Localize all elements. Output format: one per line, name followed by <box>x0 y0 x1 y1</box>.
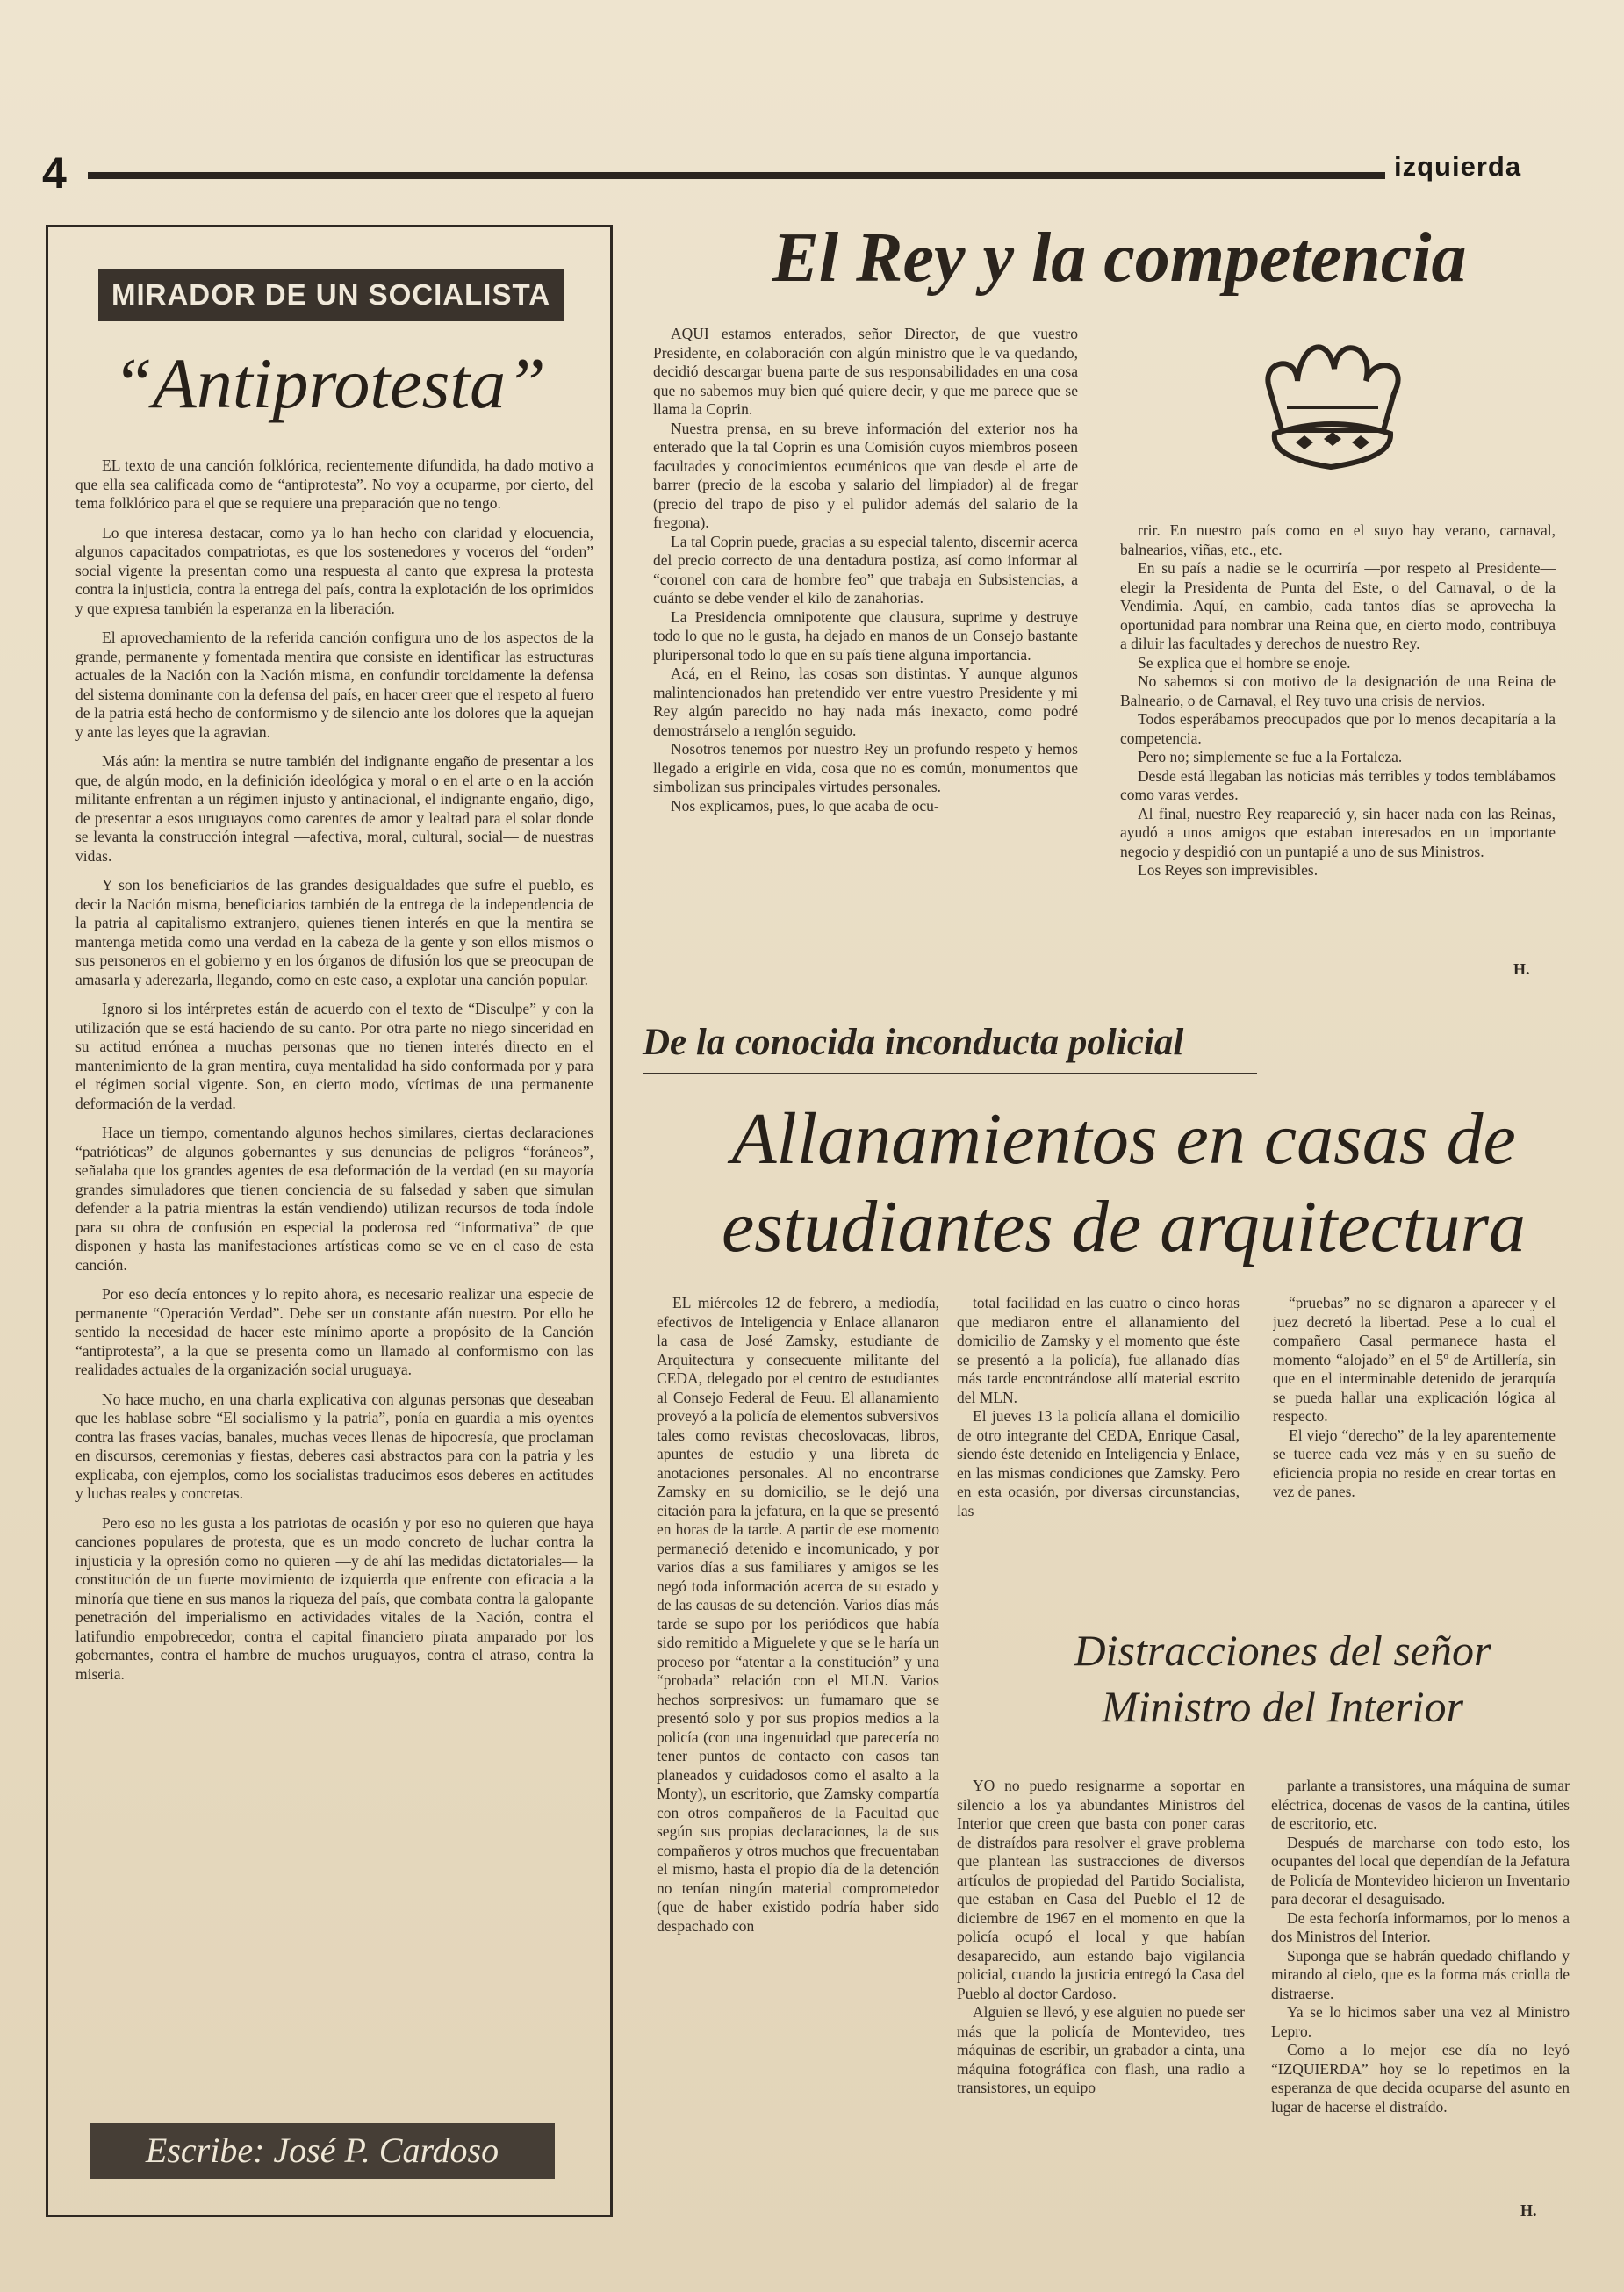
mirador-kicker: MIRADOR DE UN SOCIALISTA <box>98 269 564 321</box>
rey-paragraph: Acá, en el Reino, las cosas son distintas. Y aunque algunos malintencionados han pretendido ver entre vuestro Presidente y mi Rey algún parecido no hay nada más inexacto, como podré demostrárselo a renglón seguido. <box>653 665 1078 739</box>
kicker-underline <box>643 1073 1257 1074</box>
page-number: 4 <box>42 148 67 198</box>
distracciones-column-2 <box>1271 1777 1570 2224</box>
distracciones-paragraph: Suponga que se habrán quedado chiflando y mirando al cielo, que es la forma más criolla de distraerse. <box>1271 1946 1570 2002</box>
mirador-signature: Escribe: José P. Cardoso <box>90 2123 555 2179</box>
rey-author: H. <box>1513 960 1530 978</box>
distracciones-paragraph: Ya se lo hicimos saber una vez al Ministro Lepro. <box>1271 2003 1570 2040</box>
allanamientos-title <box>650 1096 1598 1271</box>
rey-paragraph: La Presidencia omnipotente que clausura, suprime y destruye todo lo que no le gusta, ha dejado en manos de un Consejo bastante pluripersonal todo lo que en su país tiene alguna importancia. <box>653 607 1078 664</box>
mirador-paragraph: No hace mucho, en una charla explicativa con algunas personas que deseaban que les hablase sobre “El socialismo y la patria”, ponía en guardia a mis oyentes contra las frases vacías, banales, muchas veces llenas de hipocresía, que proclaman en discursos, ceremonias y fiestas, deberes casi abstractos para con la patria y les explicaba, con ejemplos, como los socialistas traducimos esos deberes en actitudes y luchas reales y concretas. <box>75 1390 593 1502</box>
distracciones-paragraph: Después de marcharse con todo esto, los ocupantes del local que dependían de la Jefatura de Policía de Montevideo hicieron un Inventario para decorar el desaguisado. <box>1271 1833 1570 1908</box>
allanamientos-kicker: De la conocida inconducta policial <box>643 1022 1184 1063</box>
rey-column-2 <box>1120 521 1556 978</box>
rey-paragraph: La tal Coprin puede, gracias a su especial talento, discernir acerca del precio correcto de una dentadura postiza, así como informar al “coronel con cara de hombre feo” que trabaja en Subsistencias, a cuánto se debe vender el kilo de zanahorias. <box>653 532 1078 607</box>
mirador-paragraph: Por eso decía entonces y lo repito ahora, es necesario realizar una especie de permanente “Operación Verdad”. Debe ser un constante afán nuestro. Por ello he sentido la necesidad de hacer este mínimo aporte a propósito de la Canción “antiprotesta”, a la que se presenta como un llamado al conformismo con las realidades actuales de la organización social uruguaya. <box>75 1285 593 1378</box>
allanamientos-paragraph: El viejo “derecho” de la ley aparentemente se tuerce cada vez más y en su sueño de eficiencia propia no reside en crear tortas en vez de panes. <box>1273 1426 1556 1500</box>
rey-paragraph: Todos esperábamos preocupados que por lo menos decapitaría a la competencia. <box>1120 710 1556 747</box>
allanamientos-paragraph: El jueves 13 la policía allana el domicilio de otro integrante del CEDA, Enrique Casal, siendo éste detenido en Inteligencia y Enlace, en las mismas condiciones que Zamsky. Pero en esta ocasión, por diversas circunstancias, las <box>957 1407 1240 1520</box>
mirador-paragraph: Pero eso no les gusta a los patriotas de ocasión y por eso no quieren que haya canciones populares de protesta, que es un modo concreto de luchar contra la injusticia y la opresión como no quieren —y de ahí las medidas dictatoriales— la constitución de un fuerte movimiento de izquierda que enfrente con eficacia a la minoría que tiene en sus manos la riqueza del país, que combata contra la galopante penetración del imperialismo en actividades vitales de la Nación, contra el latifundio empobrecedor, contra el capital financiero pirata amparado por los gobernantes, contra el hambre de muchos uruguayos, contra el atraso, contra la miseria. <box>75 1513 593 1683</box>
rey-paragraph: rrir. En nuestro país como en el suyo hay verano, carnaval, balnearios, viñas, etc., etc. <box>1120 521 1556 558</box>
crown-icon <box>1243 327 1419 485</box>
mirador-paragraph: Y son los beneficiarios de las grandes desigualdades que sufre el pueblo, es decir la Nación misma, beneficiarios también de la entrega de la independencia de la patria al capitalismo extranjero, quienes tienen interés en que la mentira se mantenga metida como una verdad en la cabeza de la gente y son ellos mismos o sus personeros en el gobierno y en los órganos de difusión los que se preocupan de amasarla y aderezarla, llegando, como en este caso, a explotar una canción popular. <box>75 876 593 988</box>
distracciones-title-line: Distracciones del señor <box>1074 1626 1491 1675</box>
rey-paragraph: Nos explicamos, pues, lo que acaba de ocu- <box>671 796 939 815</box>
mirador-paragraph: EL texto de una canción folklórica, recientemente difundida, ha dado motivo a que ella sea calificada como de “antiprotesta”. No voy a ocuparme, por cierto, del tema folklórico para el que se requiere una preparación que no tengo. <box>75 456 593 512</box>
mirador-paragraph: Lo que interesa destacar, como ya lo han hecho con claridad y elocuencia, algunos capacitados compatriotas, es que los sostenedores y voceros del “orden” social vigente la presentan como una respuesta al canto que expresa la protesta contra la injusticia, contra la entrega del país, contra la explotación de los oprimidos y que expresa también la esperanza en la liberación. <box>75 523 593 617</box>
mirador-title: “Antiprotesta” <box>112 343 546 423</box>
header-rule <box>88 172 1385 179</box>
rey-paragraph: Los Reyes son imprevisibles. <box>1138 861 1319 879</box>
rey-paragraph: Nosotros tenemos por nuestro Rey un profundo respeto y hemos llegado a erigirle en vida, cosa que no es común, monumentos que simbolizan sus principales virtudes personales. <box>653 740 1078 795</box>
rey-paragraph: No sabemos si con motivo de la designación de una Reina de Balneario, o de Carnaval, el Rey tuvo una crisis de nervios. <box>1120 672 1556 709</box>
mirador-paragraph: Hace un tiempo, comentando algunos hechos similares, ciertas declaraciones “patrióticas” de algunos gobernantes y sus denuncias de peligros “foráneos”, señalaba que los grandes agentes de esa deformación de la verdad (en su mayoría grandes simuladores que tienen conciencia de su falsedad y saben que simulan defender a la patria mientras la están vendiendo) utilizan recursos de toda índole para su obra de confusión en especial la poderosa red “informativa” de que disponen y hasta las manifestaciones artísticas como se ve en el caso de esta canción. <box>75 1124 593 1274</box>
distracciones-paragraph: Como a lo mejor ese día no leyó “IZQUIERDA” hoy se lo repetimos en la esperanza de que decida ocuparse del asunto en lugar de hacerse el distraído. <box>1271 2041 1570 2116</box>
rey-paragraph: Nuestra prensa, en su breve información del exterior nos ha enterado que la tal Coprin es una Comisión cuyos miembros poseen facultades y conocimientos ecuménicos que van desde el arte de barrer (precio de la escoba y salario del limpiador) al de fregar (precio del trapo de piso y el pulidor además del salario de la fregona). <box>653 419 1078 531</box>
allanamientos-title-line: estudiantes de arquitectura <box>721 1186 1527 1268</box>
rey-paragraph: En su país a nadie se le ocurriría —por respeto al Presidente— elegir la Presidenta de Punta del Este, o del Carnaval, o de la Vendimia. Aquí, en cambio, cada tantos días se aprovecha la oportunidad para nombrar una Reina que, en cierto modo, contribuya a diluir las facultades y derechos de nuestro Rey. <box>1120 559 1556 652</box>
distracciones-paragraph: parlante a transistores, una máquina de sumar eléctrica, docenas de vasos de la cantina, útiles de escritorio, etc. <box>1271 1777 1570 1832</box>
allanamientos-column-3 <box>1273 1294 1556 1636</box>
distracciones-paragraph: De esta fechoría informamos, por lo menos a dos Ministros del Interior. <box>1271 1908 1570 1945</box>
rey-paragraph: Se explica que el hombre se enoje. <box>1138 653 1351 672</box>
rey-paragraph: AQUI estamos enterados, señor Director, de que vuestro Presidente, en colaboración con algún ministro que le va quedando, decidió descargar buena parte de sus responsabilidades en una cosa que no sabemos muy bien qué quiere decir, y que me parece que se llama la Coprin. <box>653 325 1078 418</box>
allanamientos-paragraph: total facilidad en las cuatro o cinco horas que mediaron entre el allanamiento del domicilio de Zamsky y el momento que éste se presentó a la policía), fue allanado días más tarde encontrándose allí material escrito del MLN. <box>957 1294 1240 1406</box>
allanamientos-title-line: Allanamientos en casas de <box>731 1098 1516 1180</box>
allanamientos-paragraph: “pruebas” no se dignaron a aparecer y el juez decretó la libertad. Pese a lo cual el compañero Casal permanece hasta el momento “alojado” en el 5º de Artillería, sin que en el interminable detenido de jerarquía se pueda hallar una explicación lógica al respecto. <box>1273 1294 1556 1425</box>
rey-title: El Rey y la competencia <box>772 219 1467 297</box>
mirador-paragraph: El aprovechamiento de la referida canción configura uno de los aspectos de la grande, permanente y fomentada mentira que consiste en identificar las estructuras actuales de la Nación con la Nación misma, en confundir torcidamente la defensa del sistema dominante con la defensa del país, en hacer creer que el respeto al fuero de la patria está hecho de conformismo y de silencio ante los dolores que la aquejan y ante las leyes que la agravian. <box>75 629 593 741</box>
distracciones-title <box>953 1622 1612 1735</box>
mirador-body <box>75 456 593 2116</box>
distracciones-title-line: Ministro del Interior <box>1101 1682 1463 1731</box>
rey-paragraph: Al final, nuestro Rey reapareció y, sin hacer nada con las Reinas, ayudó a unos amigos que estaban interesados en un importante negocio y despidió con un puntapié a uno de sus Ministros. <box>1120 804 1556 860</box>
rey-paragraph: Pero no; simplemente se fue a la Fortaleza. <box>1138 748 1403 765</box>
mirador-paragraph: Ignoro si los intérpretes están de acuerdo con el texto de “Disculpe” y con la utilización que se está haciendo de su canto. Por otra parte no niego sinceridad en su actitud errónea a muchas personas que no tienen interés directo en el mantenimiento de la gran mentira, cuya mentalidad ha sido conformada por y para el régimen social vigente. Son, en cierto modo, víctimas de una permanente deformación de la verdad. <box>75 1000 593 1112</box>
mirador-paragraph: Más aún: la mentira se nutre también del indignante engaño de presentar a los que, de algún modo, en la definición ideológica y moral o en el arte o en la acción militante enfrentan a un régimen injusto y antinacional, el indignante engaño, digo, de presentar a esos uruguayos como carentes de amor y lealtad para el solar donde se levanta la construcción integral —afectiva, moral, cultural, social— de nuestras vidas. <box>75 752 593 865</box>
allanamientos-column-2 <box>957 1294 1240 1636</box>
allanamientos-paragraph: EL miércoles 12 de febrero, a mediodía, efectivos de Inteligencia y Enlace allanaron la casa de José Zamsky, estudiante de Arquitectura y consecuente militante del CEDA, delegado por el centro de estudiantes al Consejo Federal de Feuu. El allanamiento proveyó a la policía de elementos subversivos tales como revistas checoslovacas, libros, apuntes de estudio y una libreta de anotaciones personales. Al no encontrarse Zamsky en su domicilio, se le dejó una citación para la jefatura, en la que se presentó en horas de la tarde. A partir de ese momento permaneció detenido e incomunicado, y por varios días a sus familiares y amigos se les negó toda información acerca de su estado y de las causas de su detención. Varios días más tarde se supo por los periódicos que había sido remitido a Miguelete y que se le haría un proceso por “atentar a la constitución” y una “probada” relación con el MLN. Varios hechos sorpresivos: un fumamaro que se presentó solo y por sus propios medios a la policía (con una ingenuidad que parecería no tener puntos de contacto con casos tan planeados y cuidadosos como el asalto a la Monty), un escritorio, que Zamsky compartía con otros compañeros de la Facultad que según sus propias declaraciones, la de sus compañeros y otros muchos que frecuentaban el mismo, hasta el propio día de la detención no tenían ningún material comprometedor (que de haber existido podría haber sido despachado con <box>657 1294 939 1935</box>
distracciones-paragraph: Alguien se llevó, y ese alguien no puede ser más que la policía de Montevideo, tres máquinas de escribir, un grabador a cinta, una máquina fotográfica con flash, una radio a transistores, un equipo <box>957 2003 1245 2096</box>
rey-paragraph: Desde está llegaban las noticias más terribles y todos temblábamos como varas verdes. <box>1120 766 1556 803</box>
distracciones-paragraph: YO no puedo resignarme a soportar en silencio a los ya abundantes Ministros del Interior que creen que basta con poner caras de distraídos para resolver el grave problema que plantean las sustracciones de diversos artículos de propiedad del Partido Socialista, que estaban en Casa del Pueblo el 12 de diciembre de 1967 en el momento en que la policía ocupó el local y que habían desaparecido, aun estando bajo vigilancia policial, cuando la justicia entregó la Casa del Pueblo al doctor Cardoso. <box>957 1777 1245 2002</box>
rey-column-1 <box>653 325 1078 983</box>
distracciones-author: H. <box>1520 2202 1537 2219</box>
publication-name: izquierda <box>1394 151 1522 182</box>
allanamientos-column-1 <box>657 1294 939 2224</box>
distracciones-column-1 <box>957 1777 1245 2224</box>
